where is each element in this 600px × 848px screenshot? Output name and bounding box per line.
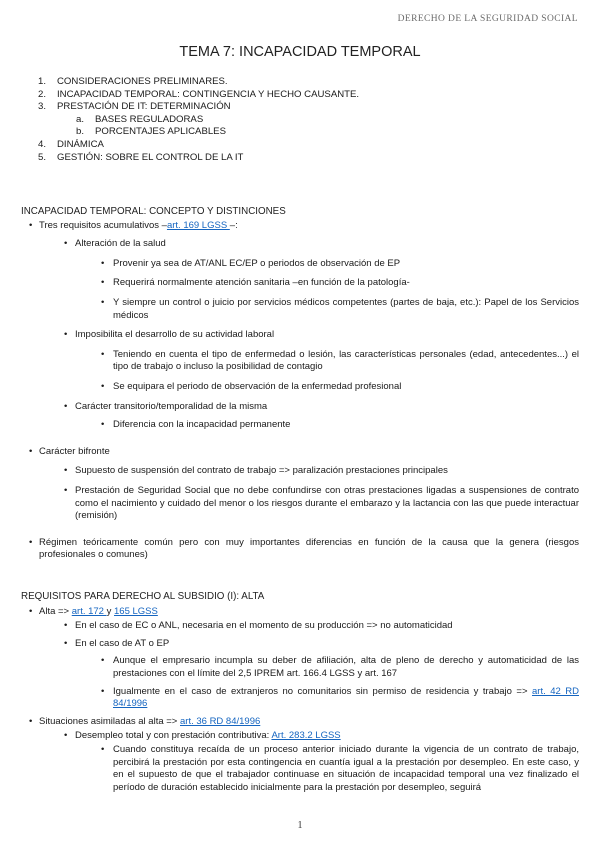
bullet-icon: [64, 465, 67, 478]
list-item: • Teniendo en cuenta el tipo de enfermedad o lesión, las características personales (edad, antecedentes...) el tipo de trabajo o incluso la posibilidad de contagio: [21, 349, 579, 374]
link-art-172[interactable]: art. 172: [71, 605, 107, 617]
list-item: • Igualmente en el caso de extranjeros no comunitarios sin permiso de residencia y trabajo => art. 42 RD 84/1996: [21, 686, 579, 711]
table-of-contents: [38, 76, 359, 164]
list-item: • Carácter transitorio/temporalidad de la misma: [21, 401, 579, 414]
bullet-icon: [29, 606, 32, 619]
link-art-283-2[interactable]: Art. 283.2 LGSS: [271, 730, 341, 742]
bullet-icon: [64, 620, 67, 633]
list-item: • Requerirá normalmente atención sanitaria –en función de la patología-: [21, 277, 579, 290]
bullet-icon: [64, 238, 67, 251]
page-number: 1: [297, 820, 303, 831]
bullet-icon: [101, 349, 104, 362]
bullet-icon: [29, 716, 32, 729]
section-title: REQUISITOS PARA DERECHO AL SUBSIDIO (I): ALTA: [21, 591, 265, 602]
list-item: • Diferencia con la incapacidad permanente: [21, 419, 579, 432]
list-item: • Aunque el empresario incumpla su deber de afiliación, alta de pleno de derecho y automaticidad de las prestaciones con el límite del 2,5 IPREM art. 166.4 LGSS y art. 167: [21, 655, 579, 680]
bullet-icon: [101, 419, 104, 432]
section-requisitos-alta: [21, 591, 579, 794]
bullet-icon: [101, 655, 104, 668]
list-item: • Situaciones asimiladas al alta => art. 36 RD 84/1996: [21, 716, 579, 729]
bullet-icon: [101, 258, 104, 271]
page-title: TEMA 7: INCAPACIDAD TEMPORAL: [179, 44, 421, 60]
link-165-lgss[interactable]: 165 LGSS: [114, 605, 158, 617]
list-item: • Cuando constituya recaída de un proceso anterior iniciado durante la vigencia de un contrato de trabajo, percibirá la prestación por esta contingencia en cuantía igual a la prestación por desempleo. En este caso, y en el supuesto de que el trabajador continuase en situación de incapacidad temporal una vez finalizado el período de duración establecido inicialmente para la prestación por desempleo, seguirá: [21, 744, 579, 794]
bullet-icon: [64, 638, 67, 651]
list-item: • Imposibilita el desarrollo de su actividad laboral: [21, 329, 579, 342]
link-art-36-rd[interactable]: art. 36 RD 84/1996: [180, 715, 261, 727]
list-item: • Y siempre un control o juicio por servicios médicos competentes (partes de baja, etc.): Papel de los Servicios médicos: [21, 297, 579, 322]
list-item: • Desempleo total y con prestación contributiva: Art. 283.2 LGSS: [21, 730, 579, 743]
list-item: • Carácter bifronte: [21, 446, 579, 459]
section-concepto: [21, 206, 579, 562]
toc-item: 5. GESTIÓN: SOBRE EL CONTROL DE LA IT: [38, 151, 244, 163]
list-item: • Supuesto de suspensión del contrato de trabajo => paralización prestaciones principales: [21, 465, 579, 478]
bullet-icon: [101, 297, 104, 310]
toc-item: 2. INCAPACIDAD TEMPORAL: CONTINGENCIA Y HECHO CAUSANTE.: [38, 88, 360, 100]
toc-subitem: a. BASES REGULADORAS: [76, 113, 204, 125]
toc-item: 3. PRESTACIÓN DE IT: DETERMINACIÓN: [38, 101, 231, 113]
bullet-icon: [101, 686, 104, 699]
list-item: • En el caso de EC o ANL, necesaria en el momento de su producción => no automaticidad: [21, 620, 579, 633]
list-item: • En el caso de AT o EP: [21, 638, 579, 651]
section-title: INCAPACIDAD TEMPORAL: CONCEPTO Y DISTINCIONES: [21, 206, 286, 217]
bullet-icon: [29, 220, 32, 233]
list-item: • Se equipara el periodo de observación de la enfermedad profesional: [21, 381, 579, 394]
bullet-icon: [101, 277, 104, 290]
toc-subitem: b. PORCENTAJES APLICABLES: [76, 126, 226, 138]
list-item: • Alteración de la salud: [21, 238, 579, 251]
bullet-icon: [64, 401, 67, 414]
bullet-icon: [101, 744, 104, 757]
toc-item: 1. CONSIDERACIONES PRELIMINARES.: [38, 76, 228, 87]
document-header: DERECHO DE LA SEGURIDAD SOCIAL: [397, 14, 578, 24]
list-item: • Régimen teóricamente común pero con muy importantes diferencias en función de la causa que la genera (riesgos profesionales o comunes): [21, 537, 579, 562]
bullet-icon: [64, 485, 67, 498]
list-item: • Prestación de Seguridad Social que no debe confundirse con otras prestaciones ligadas a suspensiones de contrato como el nacimiento y cuidado del menor o los riesgos durante el embarazo y la lactancia con las que puede interactuar (remisión): [21, 485, 579, 523]
list-item: • Provenir ya sea de AT/ANL EC/EP o periodos de observación de EP: [21, 258, 579, 271]
link-art-169[interactable]: art. 169 LGSS: [166, 219, 230, 231]
list-item: • Tres requisitos acumulativos –art. 169 LGSS –:: [21, 220, 579, 233]
bullet-icon: [29, 446, 32, 459]
bullet-icon: [29, 537, 32, 550]
bullet-icon: [101, 381, 104, 394]
bullet-icon: [64, 730, 67, 743]
link-art-42-rd[interactable]: art. 42 RD 84/1996: [113, 685, 579, 710]
bullet-icon: [64, 329, 67, 342]
list-item: • Alta => art. 172 y 165 LGSS: [21, 606, 579, 619]
toc-item: 4. DINÁMICA: [38, 138, 104, 150]
